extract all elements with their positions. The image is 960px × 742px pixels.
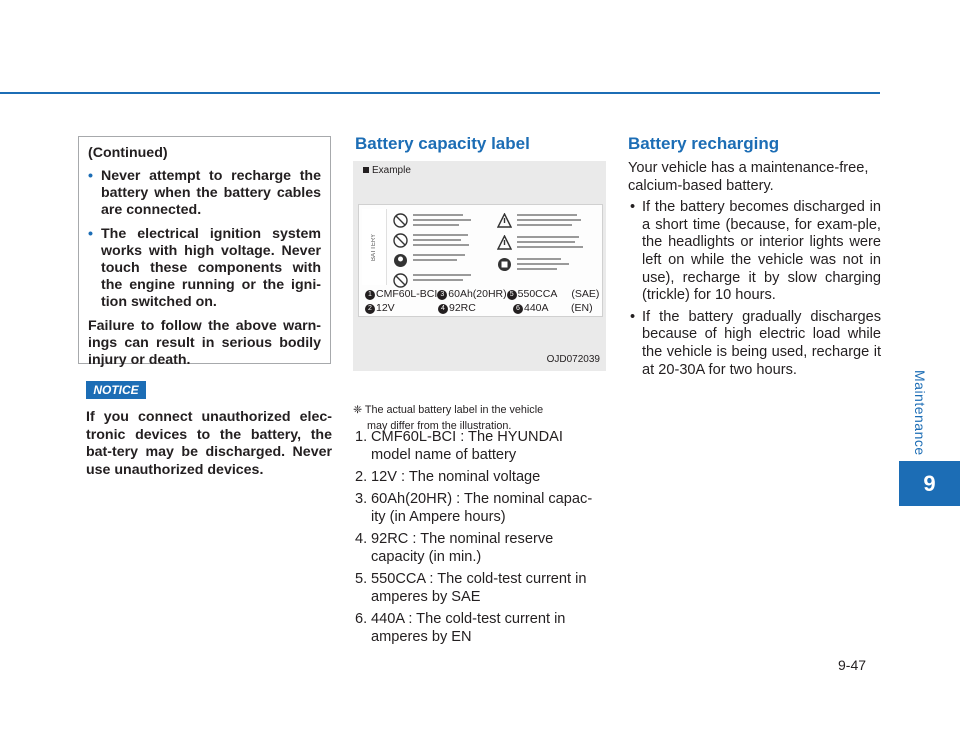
callout-number-icon: 6 [513, 304, 523, 314]
battery-label-card [358, 204, 603, 317]
label-spec-row-2 [365, 302, 593, 314]
recharging-section-title: Battery recharging [628, 134, 780, 153]
label-text-line [517, 214, 577, 216]
label-text-line [413, 244, 469, 246]
list-item: • If the battery becomes discharged in a short time (because, for exam-ple, the headlights or interior lights were left on while the vehicle was not in use), recharge it by slow charging (trickle) for 10 hours. [630, 199, 881, 304]
note-symbol-icon: ❈ [353, 404, 363, 416]
warning-pictogram-icon [393, 233, 408, 248]
callout-number-icon: 5 [507, 290, 517, 300]
callout-number-icon: 3 [437, 290, 447, 300]
capacity-list [353, 428, 606, 650]
list-item: 1. CMF60L-BCI : The HYUNDAI model name of battery [355, 429, 563, 463]
battery-label-figure [353, 161, 606, 371]
notice-badge: NOTICE [86, 381, 146, 399]
header-rule [0, 92, 880, 94]
label-text-line [413, 259, 457, 261]
label-side-text: BATTERY [371, 233, 377, 261]
list-item: 5. 550CCA : The cold-test current in amperes by SAE [355, 571, 587, 605]
warning-pictogram-icon [497, 235, 512, 250]
warning-pictogram-icon [497, 257, 512, 272]
note-text-line-1: The actual battery label in the vehicle [364, 404, 544, 416]
label-text-line [517, 241, 575, 243]
figure-example-caption: Example [363, 165, 411, 176]
label-text-line [517, 219, 581, 221]
capacity-section-title: Battery capacity label [355, 134, 530, 153]
warning-item-text: The electrical ignition system works with high voltage. Never touch these components with the engine running or the igni-tion switched on. [101, 226, 321, 310]
list-item: 4. 92RC : The nominal reserve capacity (in min.) [355, 531, 554, 565]
label-text-line [517, 236, 579, 238]
warning-pictogram-icon [393, 253, 408, 268]
list-item: 3. 60Ah(20HR) : The nominal capac-ity (in Ampere hours) [355, 491, 593, 525]
label-text-line [413, 254, 465, 256]
recharging-intro: Your vehicle has a maintenance-free, calcium-based battery. [628, 160, 869, 194]
chapter-tab-number: 9 [899, 461, 960, 506]
spec-en-current: 440A [524, 302, 549, 314]
label-text-line [517, 246, 583, 248]
bullet-icon: • [88, 168, 93, 184]
label-text-line [413, 239, 461, 241]
list-item: • If the battery gradually discharges because of high electric load while the vehicle is being used, recharge it at 20-30A for two hours. [630, 308, 881, 378]
spec-model: CMF60L-BCI [376, 288, 438, 300]
warning-pictogram-icon [393, 213, 408, 228]
callout-number-icon: 4 [438, 304, 448, 314]
spec-cca: 550CCA [517, 288, 558, 300]
label-text-line [517, 258, 561, 260]
warning-pictogram-icon [393, 273, 408, 288]
warning-pictogram-icon [497, 213, 512, 228]
notice-text: If you connect unauthorized elec-tronic devices to the battery, the bat-tery may be discharged. Never use unauthorized devices. [86, 409, 332, 478]
list-item: 6. 440A : The cold-test current in amperes by EN [355, 611, 566, 645]
figure-code: OJD072039 [546, 354, 600, 365]
bullet-icon: • [88, 226, 93, 242]
recharging-body [628, 160, 881, 379]
spec-capacity: 60Ah(20HR) [448, 288, 507, 300]
label-text-line [517, 268, 557, 270]
bullet-icon: • [630, 308, 636, 325]
spec-standard-sae: (SAE) [571, 288, 600, 300]
warning-footer: Failure to follow the above warn-ings can result in serious bodily injury or death. [88, 318, 321, 368]
warning-box [78, 136, 331, 368]
warning-item-text: Never attempt to recharge the battery when the battery cables are connected. [101, 168, 321, 218]
callout-number-icon: 1 [365, 290, 375, 300]
label-text-line [413, 274, 471, 276]
warning-continued-label: (Continued) [88, 145, 168, 161]
square-icon [363, 167, 369, 173]
label-side-strip [362, 209, 387, 285]
spec-reserve: 92RC [449, 302, 476, 314]
label-text-line [517, 263, 569, 265]
label-text-line [413, 224, 459, 226]
label-text-line [413, 234, 468, 236]
note-text-line-2: may differ from the illustration. [367, 420, 512, 432]
warning-item [88, 168, 321, 219]
spec-standard-en: (EN) [571, 302, 593, 314]
list-item: 2. 12V : The nominal voltage [355, 469, 541, 485]
warning-item [88, 226, 321, 311]
callout-number-icon: 2 [365, 304, 375, 314]
label-text-line [413, 219, 471, 221]
label-spec-row-1 [365, 288, 599, 300]
label-text-line [413, 214, 463, 216]
spec-voltage: 12V [376, 302, 395, 314]
chapter-tab-label: Maintenance [912, 370, 928, 456]
label-text-line [413, 279, 463, 281]
bullet-icon: • [630, 199, 636, 216]
label-text-line [517, 224, 572, 226]
page-number: 9-47 [838, 657, 867, 673]
